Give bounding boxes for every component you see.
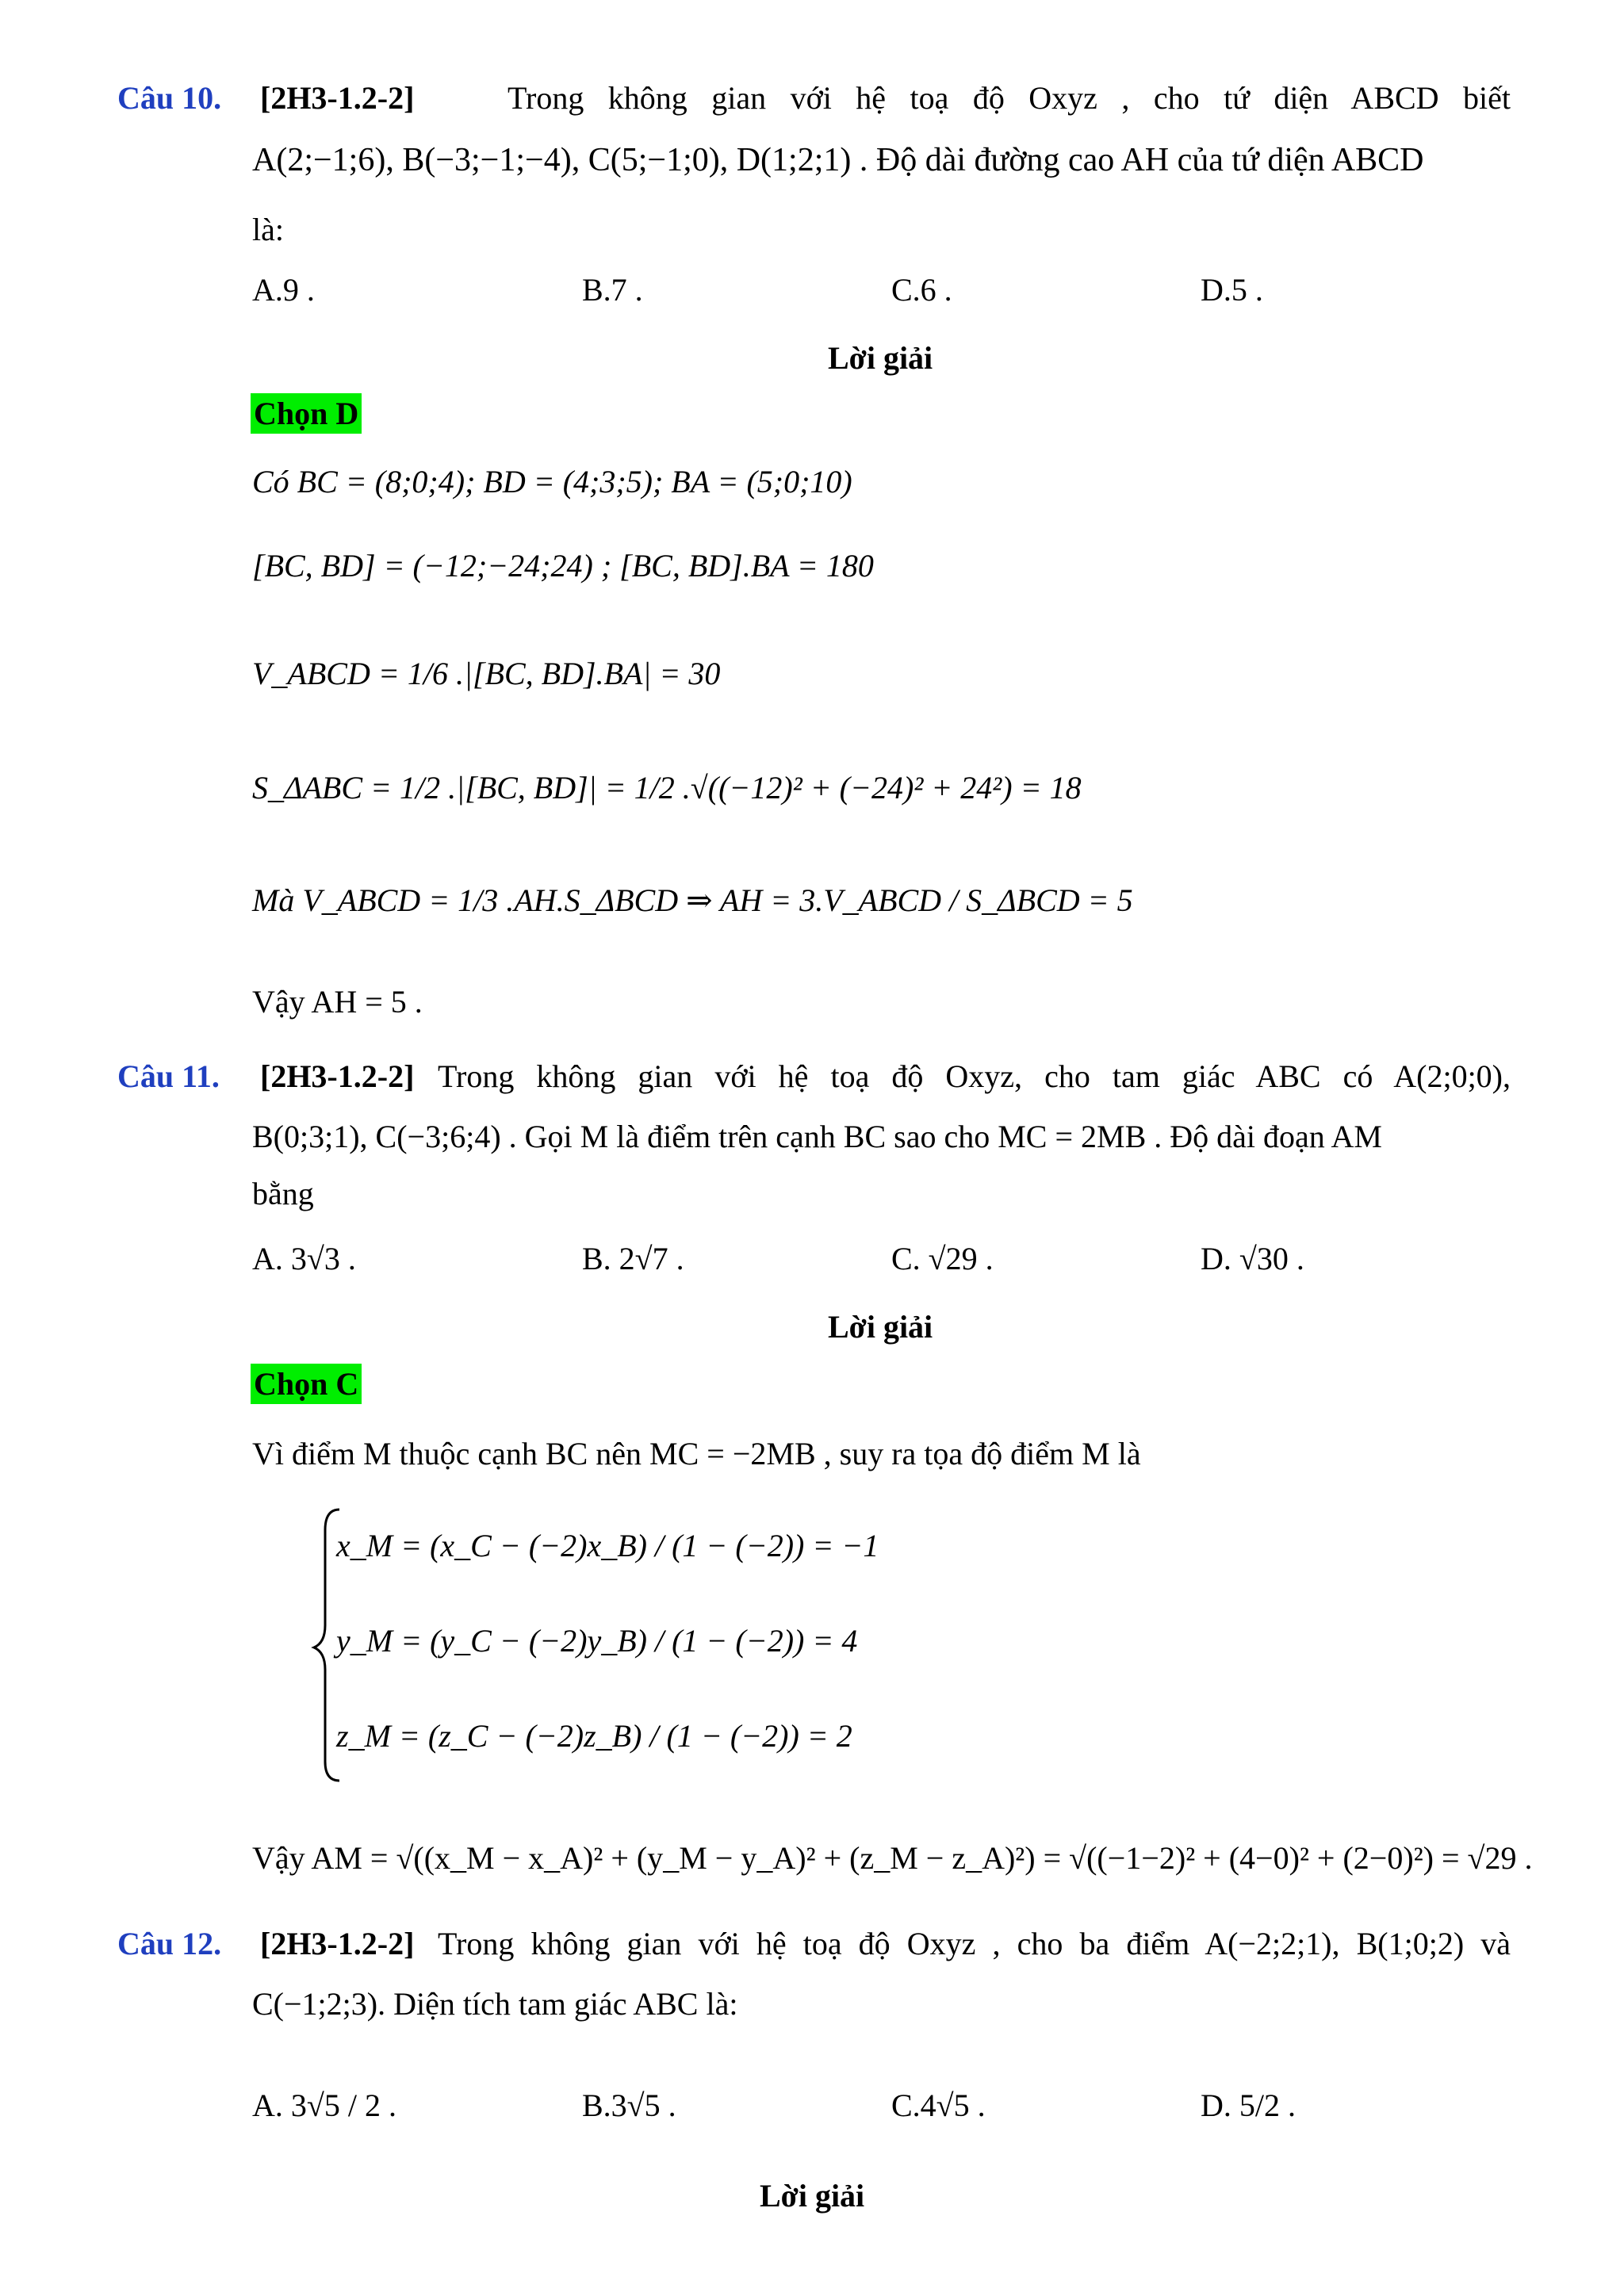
question-10-line2: A(2;−1;6), B(−3;−1;−4), C(5;−1;0), D(1;2;1) . Độ dài đường cao AH của tứ diện ABCD (252, 142, 1424, 178)
question-10-option-a: A.9 . (252, 272, 315, 308)
question-11-label: Câu 11. (117, 1058, 220, 1094)
question-11-option-d: D. √30 . (1201, 1241, 1304, 1276)
question-11-line1: Trong không gian với hệ toạ độ Oxyz, cho tam giác ABC có A(2;0;0), (438, 1058, 1511, 1094)
question-10-choice-badge: Chọn D (251, 393, 362, 434)
question-12-line1: Trong không gian với hệ toạ độ Oxyz , cho ba điểm A(−2;2;1), B(1;0;2) và (438, 1926, 1511, 1961)
question-11-step1: Vì điểm M thuộc cạnh BC nên MC = −2MB , suy ra tọa độ điểm M là (252, 1436, 1141, 1471)
question-12-option-b: B.3√5 . (582, 2087, 676, 2123)
question-12-option-a: A. 3√5 / 2 . (252, 2087, 396, 2123)
question-10-label: Câu 10. (117, 80, 222, 116)
question-12-line2: C(−1;2;3). Diện tích tam giác ABC là: (252, 1986, 738, 2022)
question-10-option-d: D.5 . (1201, 272, 1263, 308)
question-10-line1: Trong không gian với hệ toạ độ Oxyz , cho tứ diện ABCD biết (508, 80, 1511, 116)
question-11-option-c: C. √29 . (891, 1241, 994, 1276)
question-12-label: Câu 12. (117, 1926, 222, 1961)
question-11-system-x: x_M = (x_C − (−2)x_B) / (1 − (−2)) = −1 (336, 1528, 879, 1563)
question-11-system-y: y_M = (y_C − (−2)y_B) / (1 − (−2)) = 4 (336, 1623, 858, 1659)
question-12-code: [2H3-1.2-2] (260, 1926, 415, 1961)
question-11-choice-badge: Chọn C (251, 1364, 362, 1404)
question-11-code: [2H3-1.2-2] (260, 1058, 415, 1094)
question-10-step1: Có BC = (8;0;4); BD = (4;3;5); BA = (5;0;10) (252, 464, 852, 499)
question-10-step6: Vậy AH = 5 . (252, 984, 423, 1020)
question-10-option-c: C.6 . (891, 272, 952, 308)
question-10-option-b: B.7 . (582, 272, 643, 308)
question-10-code: [2H3-1.2-2] (260, 80, 415, 116)
question-11-line3: bằng (252, 1176, 314, 1211)
question-10-line3: là: (252, 212, 284, 247)
question-10-step3: V_ABCD = 1/6 .|[BC, BD].BA| = 30 (252, 656, 721, 691)
question-12-option-c: C.4√5 . (891, 2087, 986, 2123)
question-12-option-d: D. 5/2 . (1201, 2087, 1296, 2123)
question-10-step2: [BC, BD] = (−12;−24;24) ; [BC, BD].BA = 180 (252, 548, 874, 584)
question-11-system-z: z_M = (z_C − (−2)z_B) / (1 − (−2)) = 2 (336, 1718, 852, 1754)
question-12-solution-title: Lời giải (760, 2178, 865, 2214)
question-10-step4: S_ΔABC = 1/2 .|[BC, BD]| = 1/2 .√((−12)² + (−24)² + 24²) = 18 (252, 770, 1082, 806)
question-11-solution-title: Lời giải (828, 1309, 933, 1345)
question-11-option-b: B. 2√7 . (582, 1241, 684, 1276)
question-11-option-a: A. 3√3 . (252, 1241, 356, 1276)
question-11-line2: B(0;3;1), C(−3;6;4) . Gọi M là điểm trên cạnh BC sao cho MC = 2MB . Độ dài đoạn AM (252, 1119, 1382, 1154)
question-10-solution-title: Lời giải (828, 340, 933, 376)
question-10-step5: Mà V_ABCD = 1/3 .AH.S_ΔBCD ⇒ AH = 3.V_ABCD / S_ΔBCD = 5 (252, 882, 1133, 918)
question-11-conclusion: Vậy AM = √((x_M − x_A)² + (y_M − y_A)² + (z_M − z_A)²) = √((−1−2)² + (4−0)² + (2−0)²) = √29 . (252, 1840, 1533, 1876)
